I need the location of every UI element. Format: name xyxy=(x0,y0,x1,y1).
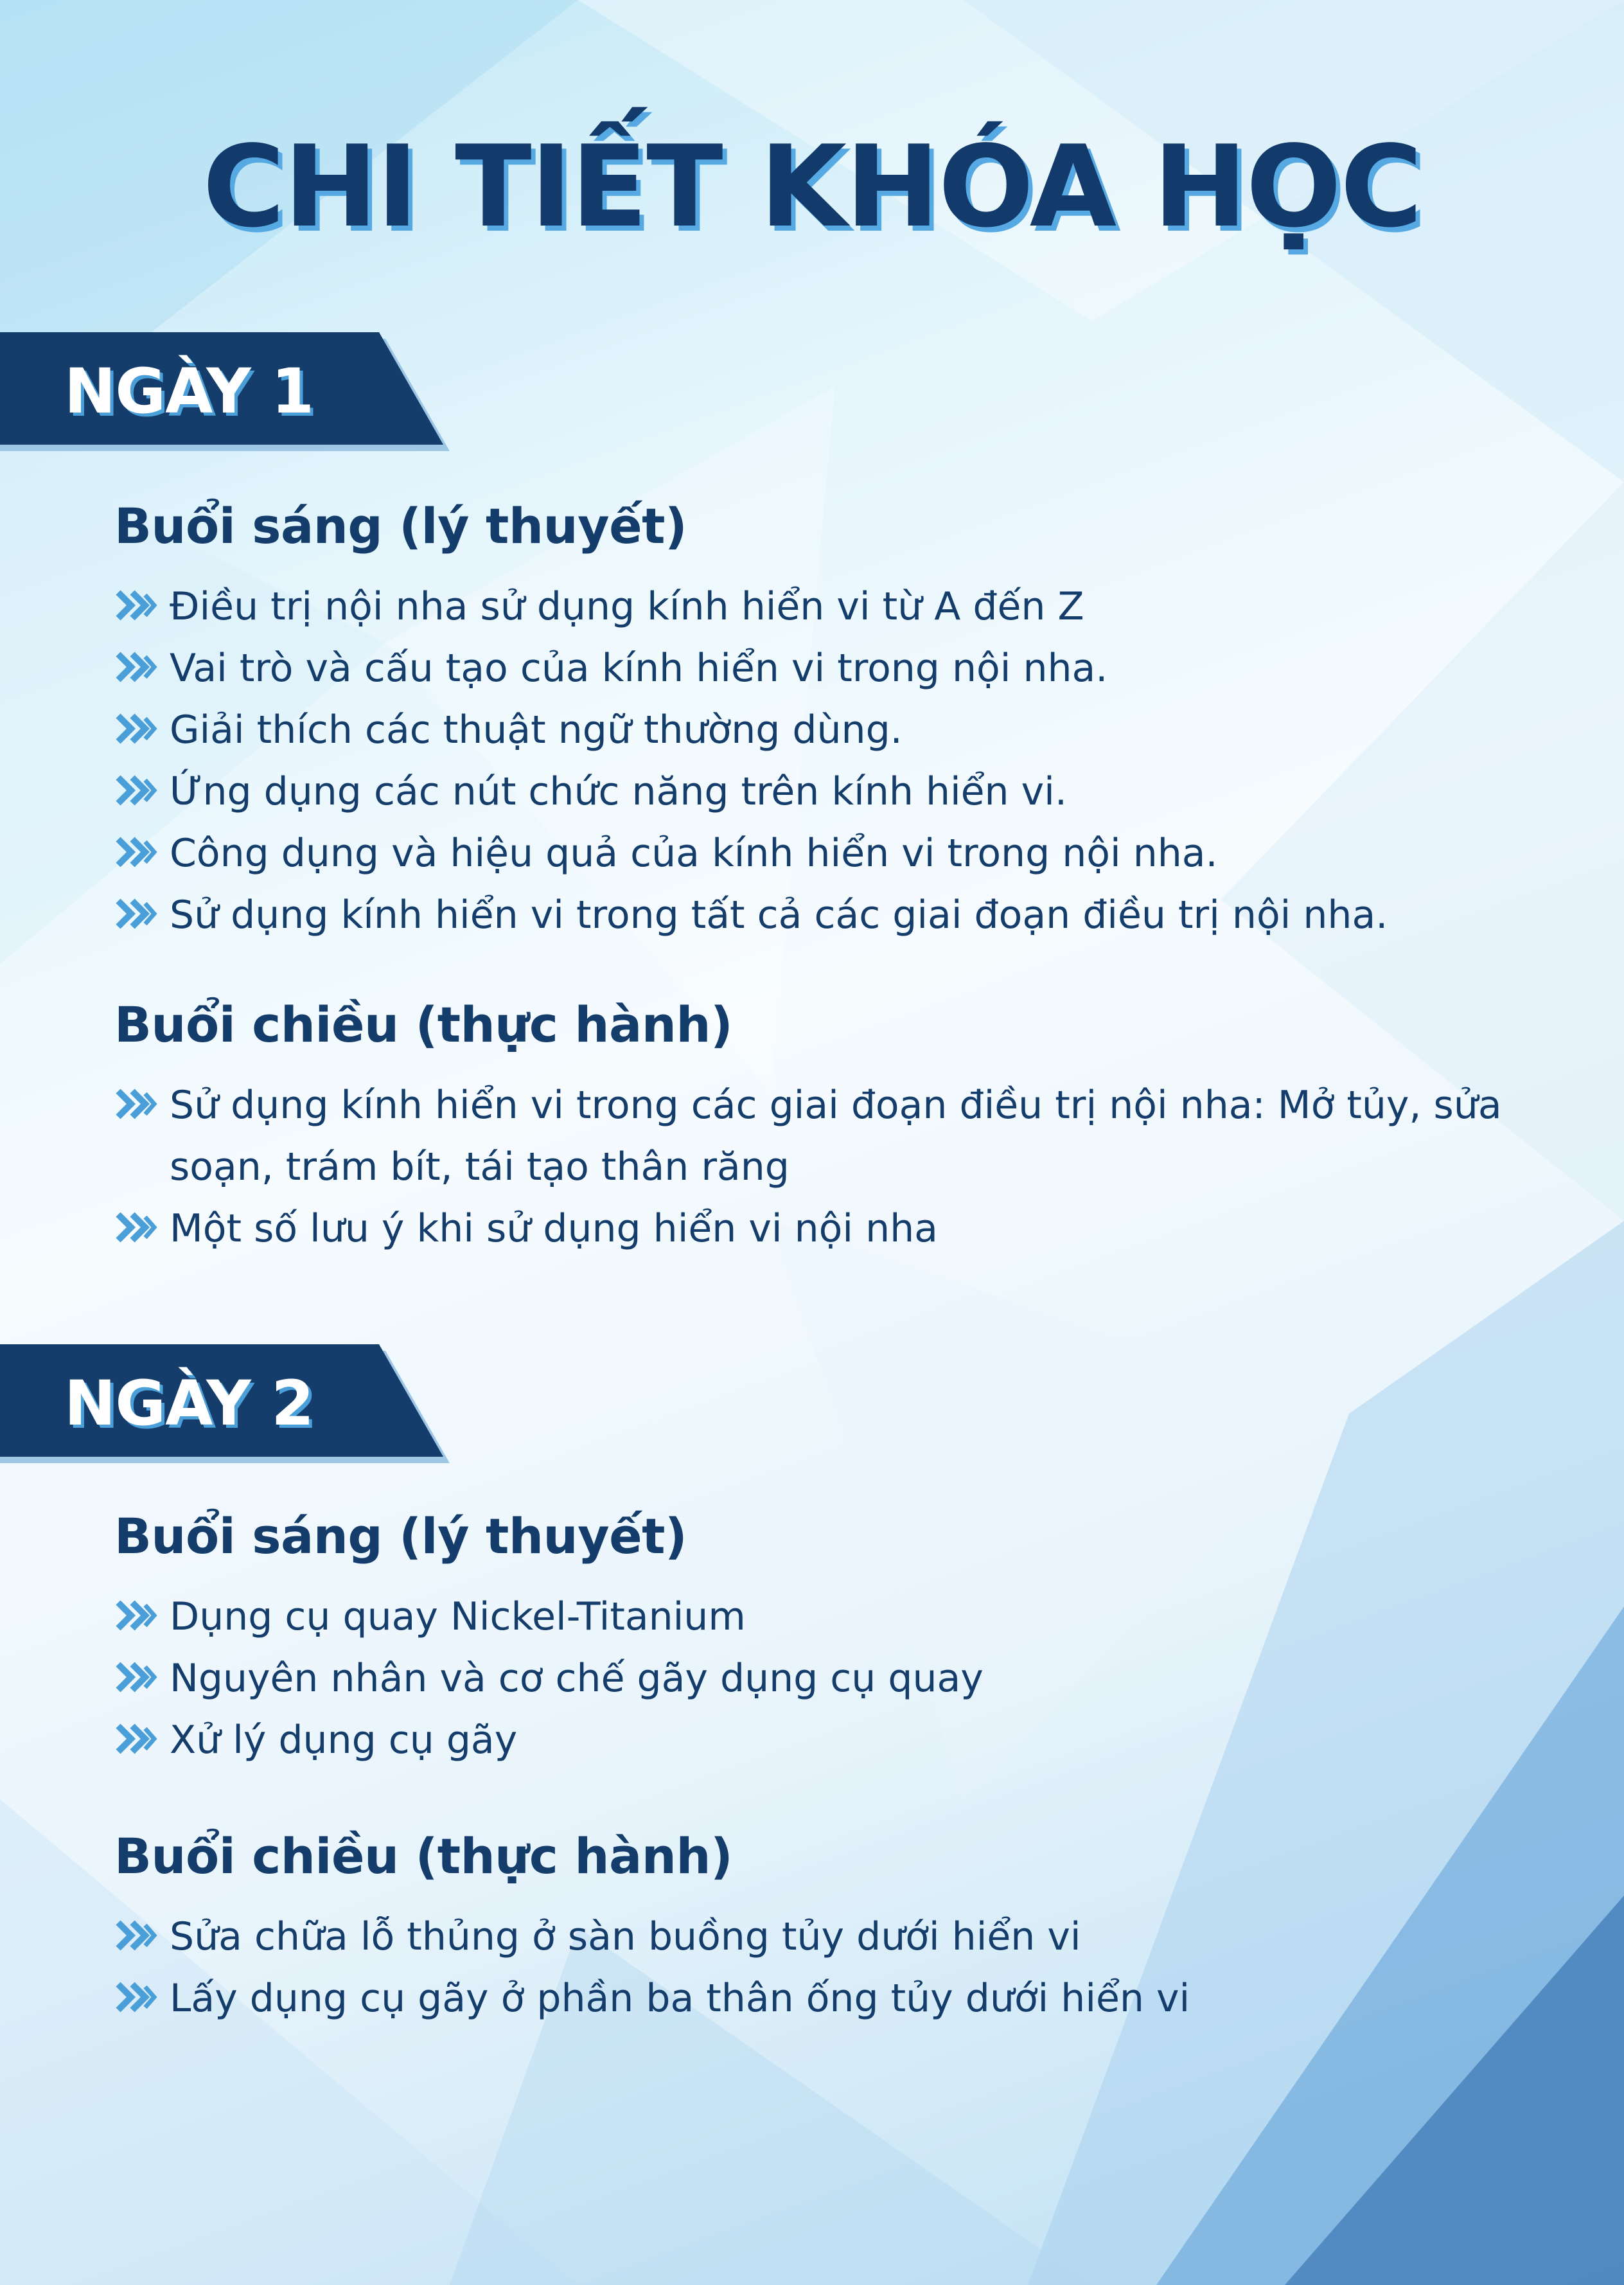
list-item-text: Nguyên nhân và cơ chế gãy dụng cụ quay xyxy=(170,1656,984,1701)
list-item xyxy=(114,1968,1547,2029)
double-chevron-right-icon xyxy=(114,1660,158,1694)
list-item-text: Ứng dụng các nút chức năng trên kính hiển vi. xyxy=(170,769,1067,814)
list-item xyxy=(114,1906,1547,1968)
session-heading: Buổi chiều (thực hành) xyxy=(114,996,733,1053)
page-title: CHI TIẾT KHÓA HỌC xyxy=(202,122,1422,253)
double-chevron-right-icon xyxy=(114,1919,158,1952)
day-1-banner xyxy=(0,332,453,451)
double-chevron-right-icon xyxy=(114,1722,158,1756)
day-2-banner xyxy=(0,1344,453,1463)
list-item-text: Sử dụng kính hiển vi trong các giai đoạn điều trị nội nha: Mở tủy, sửa soạn, trám bít, tái tạo thân răng xyxy=(170,1083,1502,1189)
list-item-text: Giải thích các thuật ngữ thường dùng. xyxy=(170,707,903,752)
double-chevron-right-icon xyxy=(114,650,158,684)
double-chevron-right-icon xyxy=(114,835,158,869)
list-item-text: Sử dụng kính hiển vi trong tất cả các giai đoạn điều trị nội nha. xyxy=(170,893,1388,938)
list-item-text: Xử lý dụng cụ gãy xyxy=(170,1718,518,1763)
list-item xyxy=(114,1198,1547,1259)
session-heading: Buổi sáng (lý thuyết) xyxy=(114,1507,687,1565)
list-item-text: Điều trị nội nha sử dụng kính hiển vi từ A đến Z xyxy=(170,584,1084,629)
double-chevron-right-icon xyxy=(114,897,158,930)
list-item xyxy=(114,761,1547,822)
list-item-text: Công dụng và hiệu quả của kính hiển vi trong nội nha. xyxy=(170,831,1218,876)
double-chevron-right-icon xyxy=(114,1087,158,1121)
list-item xyxy=(114,1074,1547,1198)
list-item-text: Lấy dụng cụ gãy ở phần ba thân ống tủy dưới hiển vi xyxy=(170,1976,1190,2021)
day-label: NGÀY 2 xyxy=(64,1367,313,1439)
double-chevron-right-icon xyxy=(114,1211,158,1244)
list-item xyxy=(114,1586,1547,1648)
double-chevron-right-icon xyxy=(114,1599,158,1632)
list-item-text: Một số lưu ý khi sử dụng hiển vi nội nha xyxy=(170,1206,938,1251)
list-item-text: Dụng cụ quay Nickel-Titanium xyxy=(170,1594,746,1639)
list-item xyxy=(114,1648,1547,1709)
list-item-text: Sửa chữa lỗ thủng ở sàn buồng tủy dưới hiển vi xyxy=(170,1914,1081,1959)
list-item xyxy=(114,822,1547,884)
day-label: NGÀY 1 xyxy=(64,355,313,427)
list-item xyxy=(114,637,1547,699)
double-chevron-right-icon xyxy=(114,589,158,622)
double-chevron-right-icon xyxy=(114,712,158,745)
double-chevron-right-icon xyxy=(114,774,158,807)
session-heading: Buổi sáng (lý thuyết) xyxy=(114,497,687,555)
list-item-text: Vai trò và cấu tạo của kính hiển vi trong nội nha. xyxy=(170,646,1108,691)
double-chevron-right-icon xyxy=(114,1980,158,2014)
list-item xyxy=(114,699,1547,761)
list-item xyxy=(114,884,1547,946)
list-item xyxy=(114,576,1547,637)
session-heading: Buổi chiều (thực hành) xyxy=(114,1827,733,1885)
list-item xyxy=(114,1709,1547,1771)
